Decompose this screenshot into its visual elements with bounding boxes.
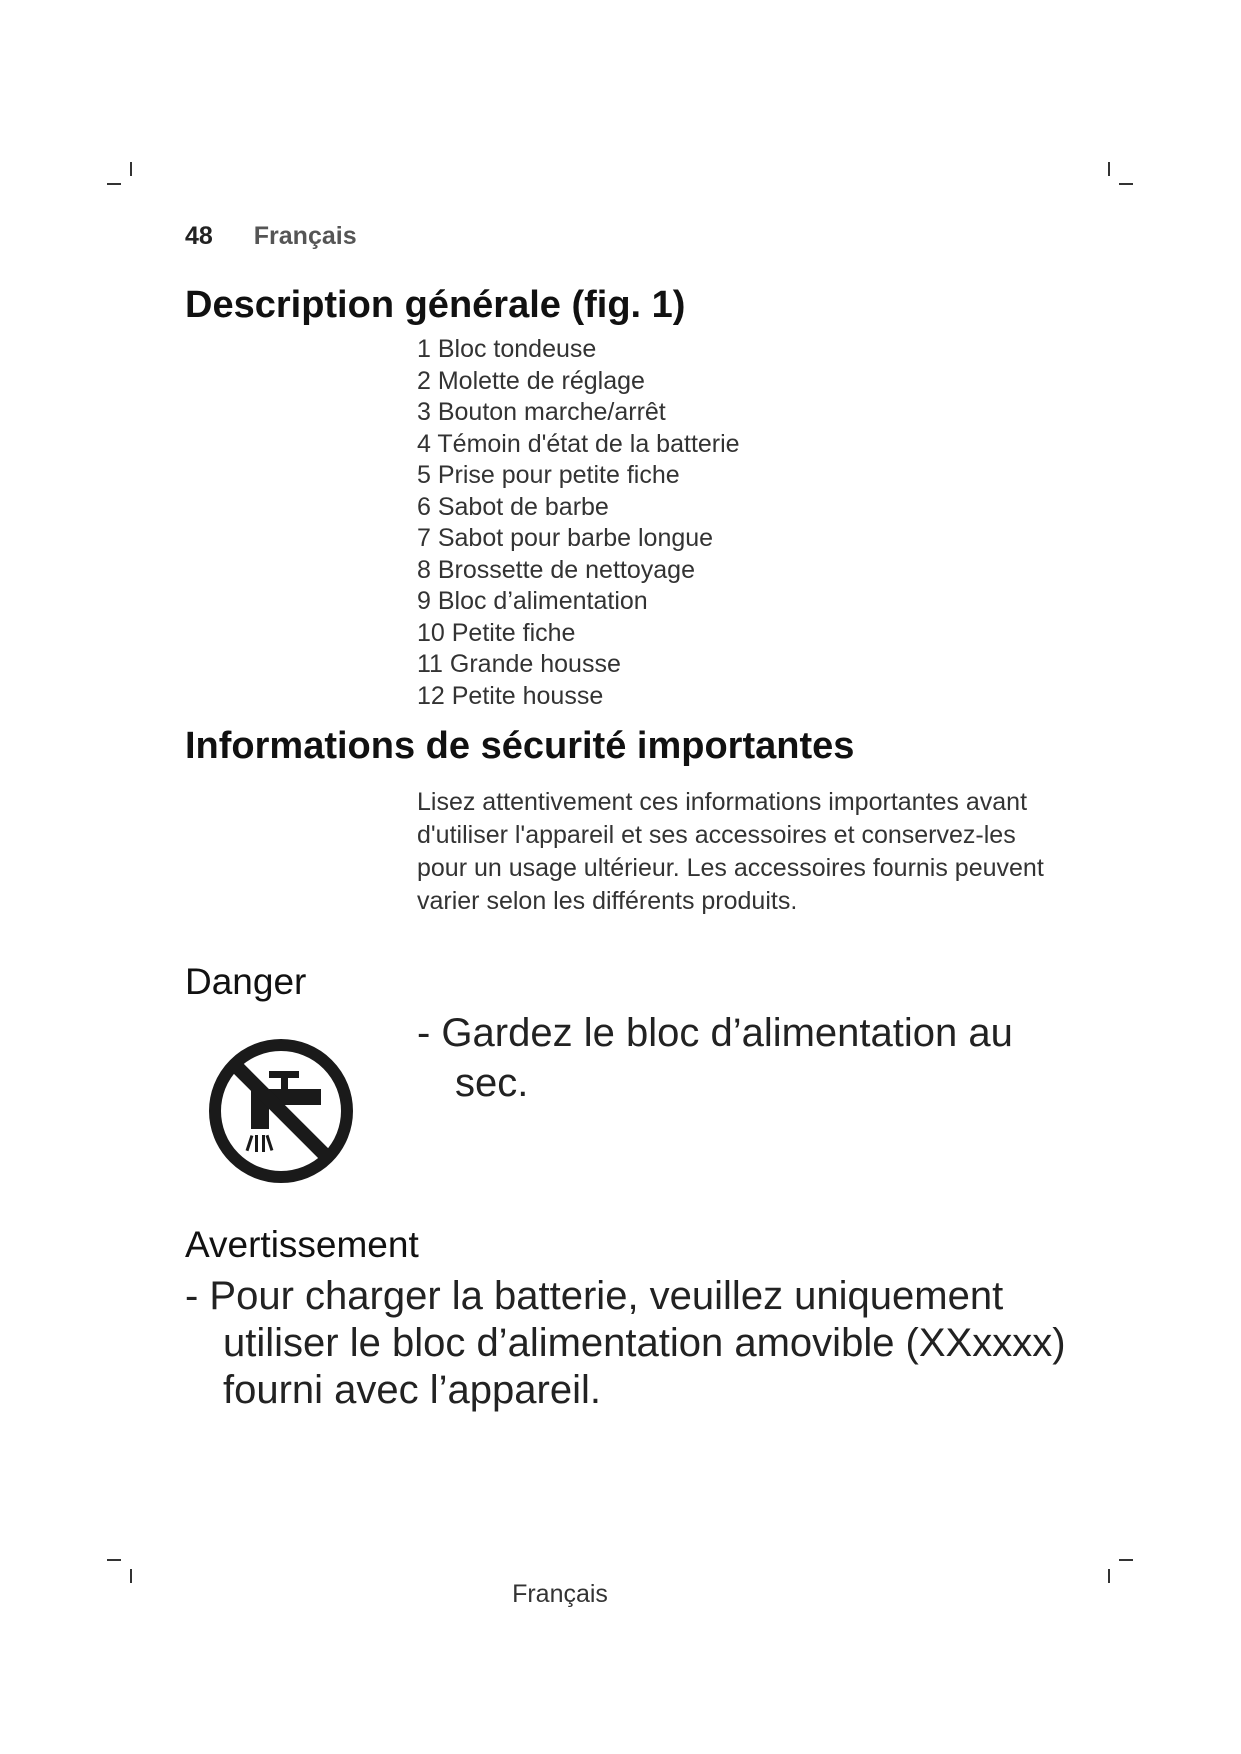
list-item: 8 Brossette de nettoyage: [417, 555, 695, 584]
list-item: 7 Sabot pour barbe longue: [417, 524, 714, 552]
page-footer: Français: [512, 1580, 608, 1608]
list-item: 6 Sabot de barbe: [417, 492, 609, 521]
list-item: 1 Bloc tondeuse: [417, 335, 597, 363]
list-item: 4 Témoin d'état de la batterie: [417, 429, 740, 458]
list-item: 11 Grande housse: [417, 650, 621, 678]
safety-title: Informations de sécurité importantes: [185, 725, 855, 767]
parts-list: [417, 334, 740, 712]
list-item: 5 Prise pour petite fiche: [417, 461, 680, 489]
warning-text: - Pour charger la batterie, veuillez uniquement utiliser le bloc d’alimentation amovible (XXxxxx) fourni avec l’appareil.: [185, 1274, 1066, 1412]
danger-text: - Gardez le bloc d’alimentation au sec.: [417, 1011, 1013, 1105]
description-title: Description générale (fig. 1): [185, 284, 686, 326]
list-item: 3 Bouton marche/arrêt: [417, 398, 666, 426]
safety-intro: Lisez attentivement ces informations importantes avant d'utiliser l'appareil et ses accessoires et conservez-les pour un usage ultérieur. Les accessoires fournis peuvent varier selon les différents produits.: [417, 788, 1044, 915]
crop-mark: [130, 162, 132, 176]
danger-title: Danger: [185, 961, 307, 1002]
page-number: 48: [185, 222, 213, 250]
list-item: 12 Petite housse: [417, 681, 604, 710]
no-water-icon: [205, 1035, 357, 1187]
list-item: 2 Molette de réglage: [417, 366, 645, 395]
crop-mark: [107, 183, 121, 185]
list-item: 10 Petite fiche: [417, 618, 576, 647]
warning-title: Avertissement: [185, 1224, 419, 1265]
header-language: Français: [253, 222, 357, 250]
crop-mark: [1119, 1559, 1133, 1561]
page-header: [185, 222, 357, 251]
crop-mark: [107, 1559, 121, 1561]
crop-mark: [1119, 183, 1133, 185]
list-item: 9 Bloc d’alimentation: [417, 587, 648, 615]
crop-mark: [1108, 162, 1110, 176]
